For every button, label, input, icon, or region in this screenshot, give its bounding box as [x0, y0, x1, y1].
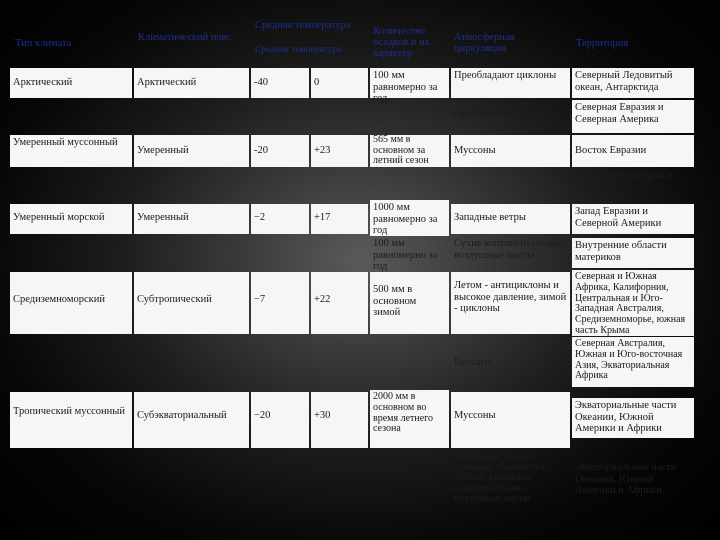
header-zone: Климатический пояс [138, 32, 232, 43]
cell-territory: Северный Ледовитый океан, Антарктида [572, 68, 694, 98]
cell-temp-jul: +30 [311, 392, 368, 448]
cell-circulation: Преобладают [454, 109, 515, 120]
header-circulation: Атмосферная циркуляция [454, 32, 515, 54]
cell-precipitation: 2000 мм в основном во время летнего сезона [370, 390, 449, 448]
cell-precipitation: 565 мм в основном за летний сезон [370, 135, 449, 167]
cell-zone: Субтропический [134, 272, 249, 334]
header-temperature: Средняя температура [255, 20, 351, 31]
cell-type: Средиземноморский [10, 272, 132, 334]
header-type: Тип климата [15, 38, 72, 49]
header-temperature-sub: Средняя температура [255, 45, 342, 55]
cell-circulation: Пассаты [454, 357, 492, 368]
cell-territory: Побережье материков [575, 170, 673, 181]
cell-circulation: Сухие континентальные воздушные массы [454, 238, 563, 261]
cell-type: Умеренный муссонный [10, 135, 132, 167]
cell-temp-jul: +22 [311, 272, 368, 334]
cell-temp-jan: −20 [251, 392, 309, 448]
cell-precipitation: 500 мм в основном зимой [370, 272, 449, 334]
cell-territory: Северная Евразия и Северная Америка [572, 100, 694, 133]
cell-circulation: Муссоны [451, 392, 570, 448]
cell-territory: Северная Австралия, Южная и Юго-восточная Азия, Экваториальная Африка [572, 337, 694, 387]
cell-type: Арктический [10, 68, 132, 98]
cell-circulation: Муссоны [451, 135, 570, 167]
header-territory: Территория [576, 38, 629, 49]
cell-circulation: В областях низкого давления образуются тёплые и влажные экваториальные воздушные массы [454, 451, 545, 505]
cell-circulation: Преобладают циклоны [451, 68, 570, 98]
cell-temp-jan: −7 [251, 272, 309, 334]
cell-temp-jan: −2 [251, 204, 309, 234]
header-precipitation: Количество осадков и их характер [373, 26, 430, 59]
cell-temp-jan: -40 [251, 68, 309, 98]
cell-type: Тропический муссонный [10, 392, 132, 448]
cell-temp-jul: +17 [311, 204, 368, 234]
cell-territory: Внутренние области материков [572, 238, 694, 268]
cell-type: Умеренный морской [10, 204, 132, 234]
cell-territory: Запад Евразии и Северной Америки [572, 204, 694, 234]
cell-temp-jul: +23 [311, 135, 368, 167]
cell-temp-jan: -20 [251, 135, 309, 167]
cell-territory: Восток Евразии [572, 135, 694, 167]
cell-circulation: Летом - антициклоны и высокое давление, зимой - циклоны [451, 272, 570, 334]
cell-precipitation: 100 мм равномерно за год [370, 68, 449, 98]
cell-zone: Субэкваториальный [134, 392, 249, 448]
cell-precipitation: 100 мм равномерно за год [373, 238, 438, 272]
cell-zone: Арктический [134, 68, 249, 98]
cell-precipitation: 1000 мм равномерно за год [370, 200, 449, 236]
cell-zone: Умеренный [134, 204, 249, 234]
cell-territory: Северная и Южная Африка, Калифорния, Центральная и Юго-Западная Австралия, Средиземноморье, южная часть Крыма [572, 270, 694, 336]
cell-circulation: Западные ветры [451, 204, 570, 234]
cell-territory: Экваториальные части Океании, Южной Америки и Африки [575, 462, 677, 496]
cell-territory: Экваториальные части Океании, Южной Америки и Африки [572, 398, 694, 438]
cell-zone: Умеренный [134, 135, 249, 167]
cell-temp-jul: 0 [311, 68, 368, 98]
